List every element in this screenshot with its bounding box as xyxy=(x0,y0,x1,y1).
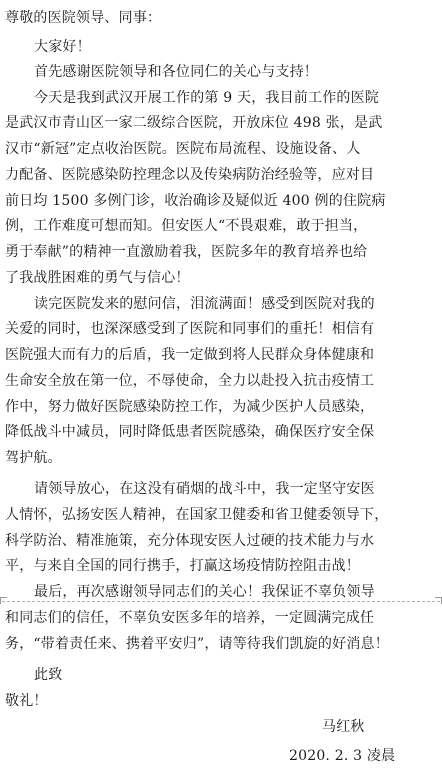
para3-line1: 读完医院发来的慰问信，泪流满面！感受到医院对我的 xyxy=(34,296,375,312)
para2-line1: 今天是我到武汉开展工作的第 9 天，我目前工作的医院 xyxy=(34,90,380,106)
para2-line4: 力配备、医院感染防控理念以及传染病防治经验等，应对目 xyxy=(5,167,375,183)
para2-line8: 了我战胜困难的勇气与信心！ xyxy=(5,270,190,286)
para2-line3: 汉市“新冠”定点收治医院。医院布局流程、设施设备、人 xyxy=(5,141,361,157)
para2-line5: 前日均 1500 多例门诊，收治确诊及疑似近 400 例的住院病 xyxy=(5,193,386,209)
para2-line7: 勇于奉献”的精神一直激励着我，医院多年的教育培养也给 xyxy=(5,244,368,260)
para5-line3: 务，“带着责任来、携着平安归”，请等待我们凯旋的好消息！ xyxy=(5,636,389,652)
page-break-marker-right xyxy=(435,597,442,604)
para4-line4: 平，与来自全国的同行携手，打赢这场疫情防控阻击战！ xyxy=(5,558,360,574)
para4-line1: 请领导放心，在这没有硝烟的战斗中，我一定坚守安医 xyxy=(34,481,375,497)
signature-name: 马红秋 xyxy=(322,719,365,735)
closing-ci-zhi: 此致 xyxy=(34,667,63,683)
para3-line3: 医院强大而有力的后盾，我一定做到将人民群众身体健康和 xyxy=(5,347,375,363)
signature-date: 2020. 2. 3 凌晨 xyxy=(289,748,396,764)
para4-line3: 科学防治、精准施策，充分体现安医人过硬的技术能力与水 xyxy=(5,533,375,549)
para4-line2: 人情怀，弘扬安医人精神，在国家卫健委和省卫健委领导下， xyxy=(5,507,389,523)
para3-line5: 作中，努力做好医院感染防控工作，为减少医护人员感染， xyxy=(5,399,375,415)
greeting: 大家好！ xyxy=(34,39,91,55)
para1-line1: 首先感谢医院领导和各位同仁的关心与支持！ xyxy=(34,64,318,80)
para3-line2: 关爱的同时，也深深感受到了医院和同事们的重托！相信有 xyxy=(5,321,375,337)
para2-line2: 是武汉市青山区一家二级综合医院，开放床位 498 张，是武 xyxy=(5,115,383,131)
para2-line6: 例，工作难度可想而知。但安医人“不畏艰难，敢于担当， xyxy=(5,218,368,234)
page-break-divider xyxy=(2,601,440,602)
closing-jing-li: 敬礼！ xyxy=(5,693,48,709)
para3-line6: 降低战斗中减员，同时降低患者医院感染，确保医疗安全保 xyxy=(5,424,375,440)
para3-line4: 生命安全放在第一位，不辱使命，全力以赴投入抗击疫情工 xyxy=(5,373,375,389)
para3-line7: 驾护航。 xyxy=(5,450,62,466)
para5-line2: 和同志们的信任，不辜负安医多年的培养，一定圆满完成任 xyxy=(5,610,375,626)
salutation: 尊敬的医院领导、同事： xyxy=(5,10,162,26)
para5-line1: 最后，再次感谢领导同志们的关心！我保证不辜负领导 xyxy=(34,584,375,600)
